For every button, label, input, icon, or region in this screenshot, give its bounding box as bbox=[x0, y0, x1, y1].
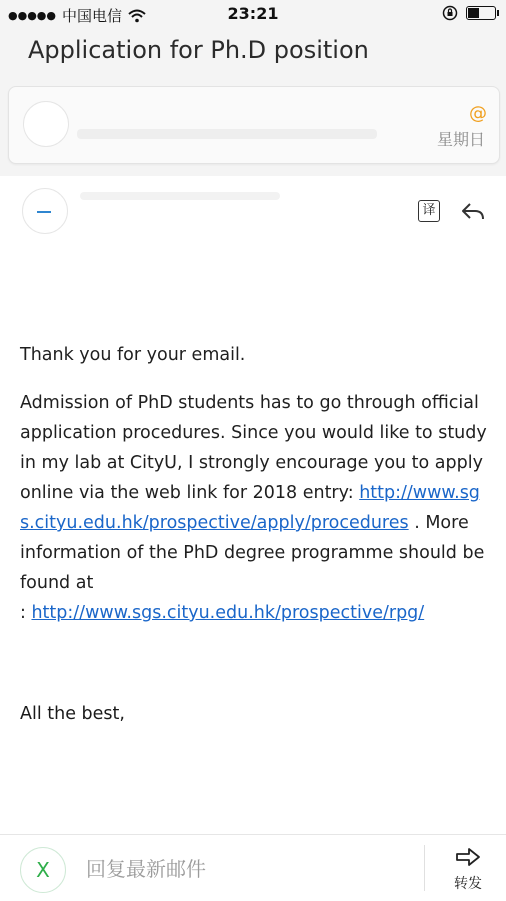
thread-preview-redacted bbox=[77, 127, 397, 143]
sender-info-redacted bbox=[80, 192, 280, 200]
attachment-icon: @ bbox=[469, 103, 487, 124]
paragraph-text: Admission of PhD students has to go through official application procedures. Since you would like to study in my lab at CityU, I strongly encourage you to apply online via the web link for 2018 entry: bbox=[20, 393, 487, 503]
thread-avatar bbox=[23, 101, 69, 147]
forward-icon bbox=[455, 847, 481, 867]
greeting-line: Thank you for your email. bbox=[20, 345, 246, 365]
paragraph-text-after-link: . More information of the PhD degree programme should be found at bbox=[20, 513, 485, 593]
translate-button[interactable]: 译 bbox=[418, 200, 440, 222]
toolbar-divider bbox=[424, 845, 425, 891]
email-header bbox=[0, 28, 506, 176]
battery-icon bbox=[466, 6, 496, 20]
forward-button[interactable] bbox=[448, 847, 488, 893]
signal-strength-icon: ●●●●● bbox=[8, 9, 56, 22]
reply-latest-input[interactable]: 回复最新邮件 bbox=[86, 857, 206, 881]
colon-prefix: : bbox=[20, 603, 32, 623]
apply-procedures-link[interactable]: http://www.sgs.cityu.edu.hk/prospective/apply/procedures bbox=[20, 483, 480, 533]
sender-avatar[interactable] bbox=[22, 188, 68, 234]
clock: 23:21 bbox=[227, 4, 279, 23]
thread-date: 星期日 bbox=[436, 130, 485, 149]
bottom-toolbar bbox=[0, 834, 506, 901]
status-bar bbox=[0, 0, 506, 28]
email-subject: Application for Ph.D position bbox=[28, 36, 369, 64]
reply-icon[interactable] bbox=[460, 198, 486, 224]
body-paragraph bbox=[20, 388, 490, 628]
rpg-link[interactable]: http://www.sgs.cityu.edu.hk/prospective/rpg/ bbox=[31, 603, 425, 623]
forward-label: 转发 bbox=[454, 876, 482, 892]
rotation-lock-icon bbox=[442, 5, 458, 21]
email-body bbox=[20, 340, 490, 646]
carrier-label: 中国电信 bbox=[62, 7, 123, 25]
thread-previous-message[interactable] bbox=[8, 86, 500, 164]
signoff-line: All the best, bbox=[20, 704, 125, 724]
quick-reply-icon[interactable]: X bbox=[20, 847, 66, 893]
